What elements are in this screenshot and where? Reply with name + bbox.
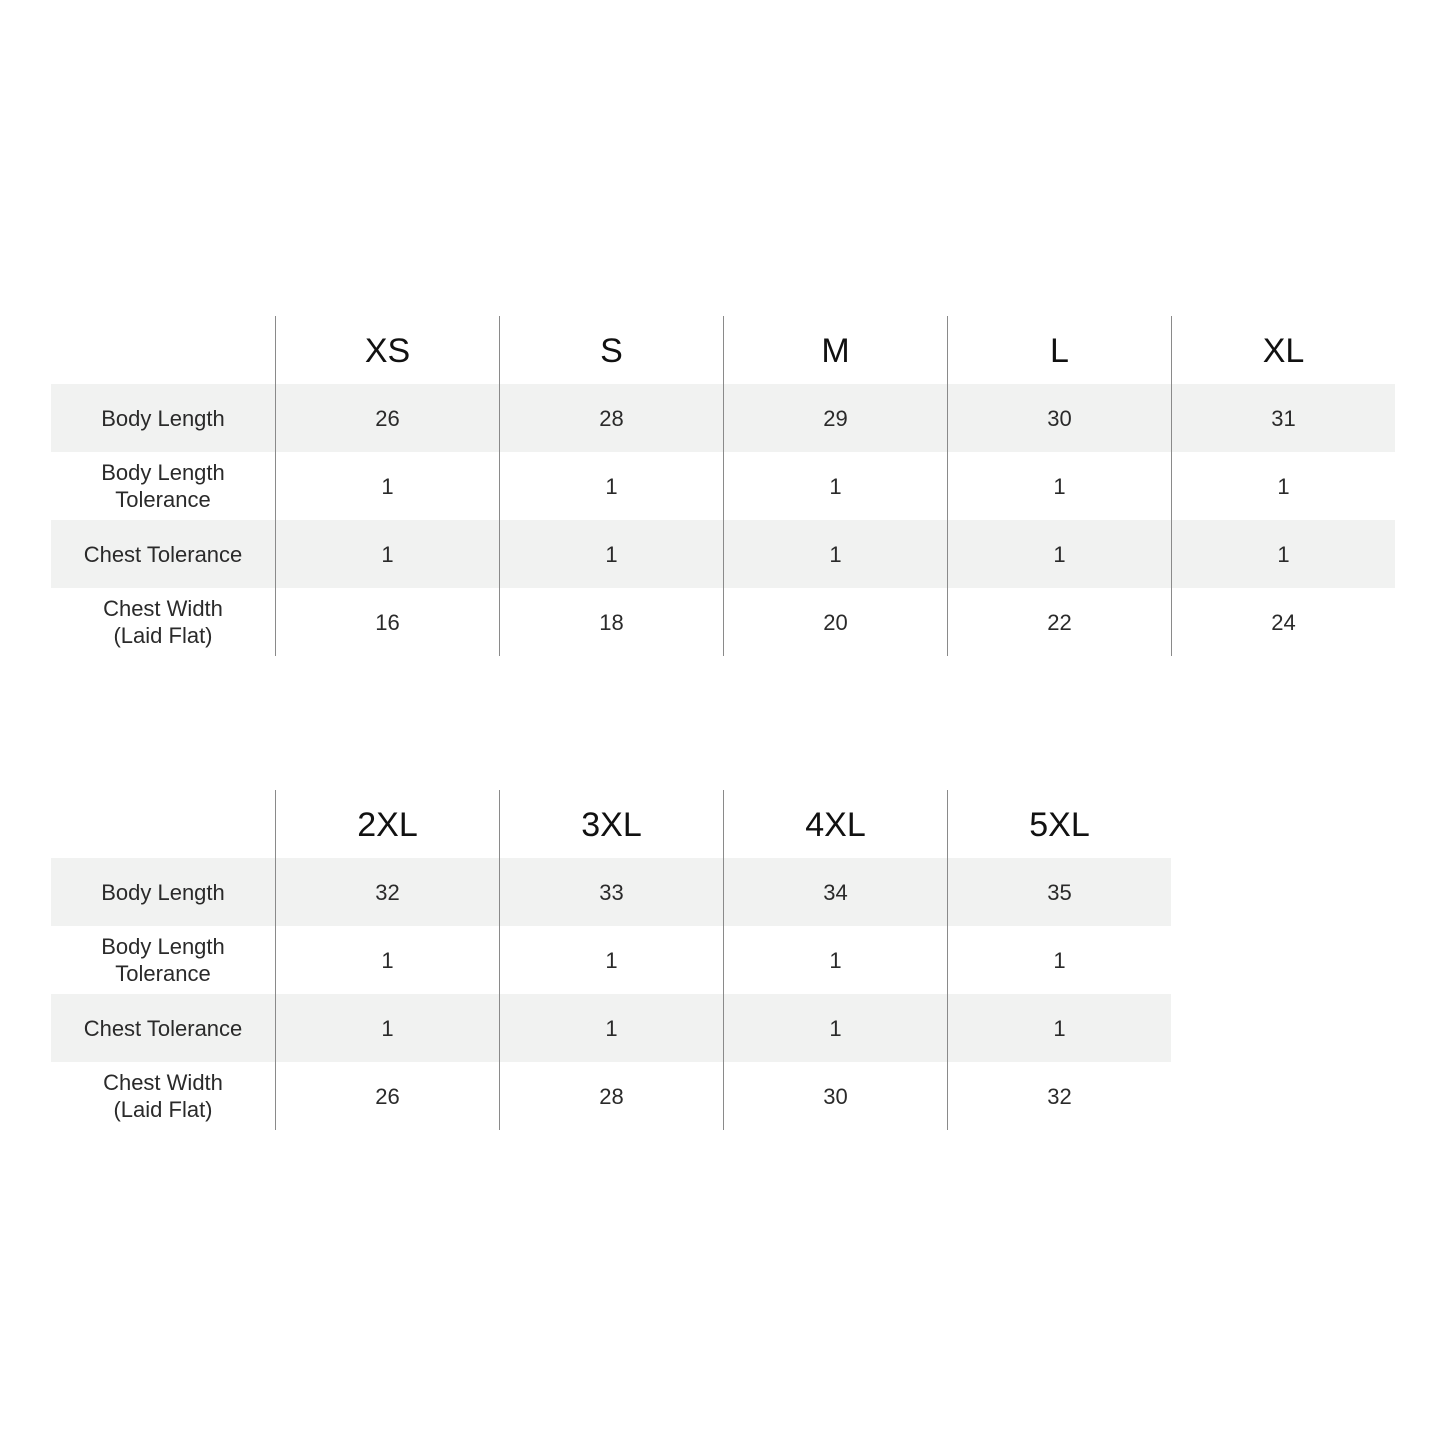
table-row-chest-tolerance: [51, 520, 1395, 588]
table-row-body-length-tolerance: [51, 452, 1395, 520]
value-cell: 1: [275, 452, 499, 520]
size-header-m: M: [723, 316, 947, 384]
row-label-text: Body Length Tolerance: [101, 934, 225, 986]
value-cell: 1: [947, 994, 1171, 1062]
table-row-chest-tolerance: [51, 994, 1171, 1062]
value-cell: 32: [947, 1062, 1171, 1130]
value-cell: 1: [723, 452, 947, 520]
value-cell: 22: [947, 588, 1171, 656]
value-cell: 1: [275, 926, 499, 994]
table-row-body-length: [51, 384, 1395, 452]
value-cell: 1: [947, 520, 1171, 588]
row-label-text: Chest Width (Laid Flat): [103, 1070, 223, 1122]
value-cell: 1: [947, 452, 1171, 520]
row-label: [51, 588, 275, 656]
row-label-text: Chest Width (Laid Flat): [103, 596, 223, 648]
size-header-4xl: 4XL: [723, 790, 947, 858]
row-label: [51, 926, 275, 994]
value-cell: 32: [275, 858, 499, 926]
table-row-body-length-tolerance: [51, 926, 1171, 994]
value-cell: 26: [275, 384, 499, 452]
value-cell: 35: [947, 858, 1171, 926]
table-row-chest-width: [51, 1062, 1171, 1130]
value-cell: 24: [1171, 588, 1395, 656]
row-label: [51, 858, 275, 926]
value-cell: 26: [275, 1062, 499, 1130]
value-cell: 1: [499, 520, 723, 588]
value-cell: 1: [275, 520, 499, 588]
row-label-text: Body Length: [101, 405, 225, 431]
value-cell: 1: [723, 994, 947, 1062]
size-header-row: [51, 316, 1395, 384]
size-header-l: L: [947, 316, 1171, 384]
value-cell: 28: [499, 1062, 723, 1130]
row-label-text: Chest Tolerance: [83, 541, 243, 567]
value-cell: 18: [499, 588, 723, 656]
size-header-5xl: 5XL: [947, 790, 1171, 858]
value-cell: 1: [723, 926, 947, 994]
row-label: [51, 994, 275, 1062]
value-cell: 16: [275, 588, 499, 656]
value-cell: 30: [947, 384, 1171, 452]
size-header-s: S: [499, 316, 723, 384]
size-header-xl: XL: [1171, 316, 1395, 384]
value-cell: 33: [499, 858, 723, 926]
size-header-3xl: 3XL: [499, 790, 723, 858]
value-cell: 1: [723, 520, 947, 588]
value-cell: 1: [499, 926, 723, 994]
value-cell: 1: [1171, 452, 1395, 520]
table-row-chest-width: [51, 588, 1395, 656]
value-cell: 1: [499, 452, 723, 520]
row-label: [51, 452, 275, 520]
value-cell: 1: [499, 994, 723, 1062]
value-cell: 31: [1171, 384, 1395, 452]
row-label-text: Body Length: [101, 879, 225, 905]
size-header-2xl: 2XL: [275, 790, 499, 858]
value-cell: 30: [723, 1062, 947, 1130]
size-header-row: [51, 790, 1171, 858]
value-cell: 34: [723, 858, 947, 926]
row-label: [51, 384, 275, 452]
row-label-text: Chest Tolerance: [83, 1015, 243, 1041]
header-blank-cell: [51, 316, 275, 384]
value-cell: 20: [723, 588, 947, 656]
value-cell: 1: [1171, 520, 1395, 588]
header-blank-cell: [51, 790, 275, 858]
value-cell: 28: [499, 384, 723, 452]
size-chart-table-2: [51, 790, 1171, 1130]
value-cell: 29: [723, 384, 947, 452]
size-chart-table-1: [51, 316, 1395, 656]
row-label-text: Body Length Tolerance: [101, 460, 225, 512]
row-label: [51, 520, 275, 588]
size-header-xs: XS: [275, 316, 499, 384]
value-cell: 1: [275, 994, 499, 1062]
row-label: [51, 1062, 275, 1130]
table-row-body-length: [51, 858, 1171, 926]
value-cell: 1: [947, 926, 1171, 994]
